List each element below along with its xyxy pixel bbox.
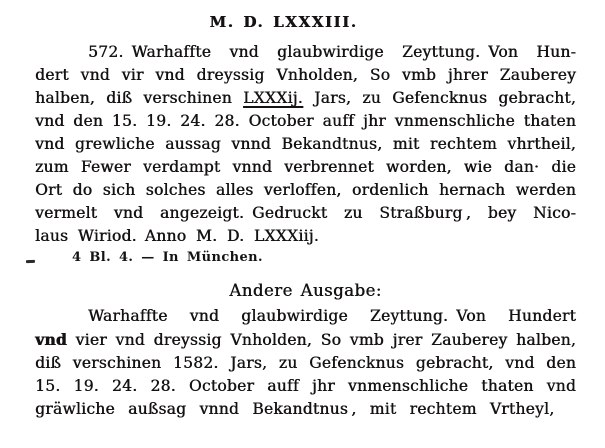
second-edition-paragraph: [35, 305, 576, 421]
text-line: dert vnd vir vnd dreyssig Vnholden, So vmb jhrer Zauberey: [35, 66, 576, 84]
text-line: Ort do sich solches alles verloffen, ordenlich hernach werden: [35, 181, 576, 199]
text-line: vermelt vnd angezeigt. Gedruckt zu Straßburg , bey Nico-: [35, 204, 576, 222]
underlined-year: LXXXij.: [243, 89, 303, 107]
text-line: 572. Warhaffte vnd glaubwirdige Zeyttung. Von Hun-: [88, 43, 576, 61]
subheading-andere-ausgabe: Andere Ausgabe:: [229, 281, 382, 300]
text-line: zum Fewer verdampt vnnd verbrennet worden, wie dan· die: [35, 158, 576, 176]
collation-note: 4 Bl. 4. — In München.: [72, 250, 263, 265]
text-line: [35, 87, 576, 110]
text-line: gräwliche außsag vnnd Bekandtnus , mit rechtem Vrtheyl,: [35, 400, 555, 418]
text-segment: vier vnd dreyssig Vnholden, So vmb jrer Zauberey halben,: [66, 331, 576, 349]
text-line: [35, 328, 576, 352]
text-line: vnd den 15. 19. 24. 28. October auff jhr vnmenschliche thaten: [35, 112, 576, 130]
text-line: laus Wiriod. Anno M. D. LXXXiij.: [35, 227, 319, 245]
text-line: diß verschinen 1582. Jars, zu Gefencknus gebracht, vnd den: [35, 354, 576, 372]
text-segment: Jars, zu Gefencknus gebracht,: [302, 89, 576, 107]
entry-572-paragraph: [35, 41, 576, 248]
text-line: vnd grewliche aussag vnnd Bekandtnus, mit rechtem vhrtheil,: [35, 135, 576, 153]
heavy-ink-word: vnd: [35, 330, 67, 349]
running-head-date: M. D. LXXXIII.: [209, 13, 358, 31]
text-line: Warhaffte vnd glaubwirdige Zeyttung. Von Hundert: [88, 307, 576, 325]
text-line: 15. 19. 24. 28. October auff jhr vnmenschliche thaten vnd: [35, 377, 576, 395]
text-block: [35, 0, 576, 421]
margin-dash-artifact: [26, 260, 35, 263]
text-segment: halben, diß verschinen: [35, 89, 244, 107]
